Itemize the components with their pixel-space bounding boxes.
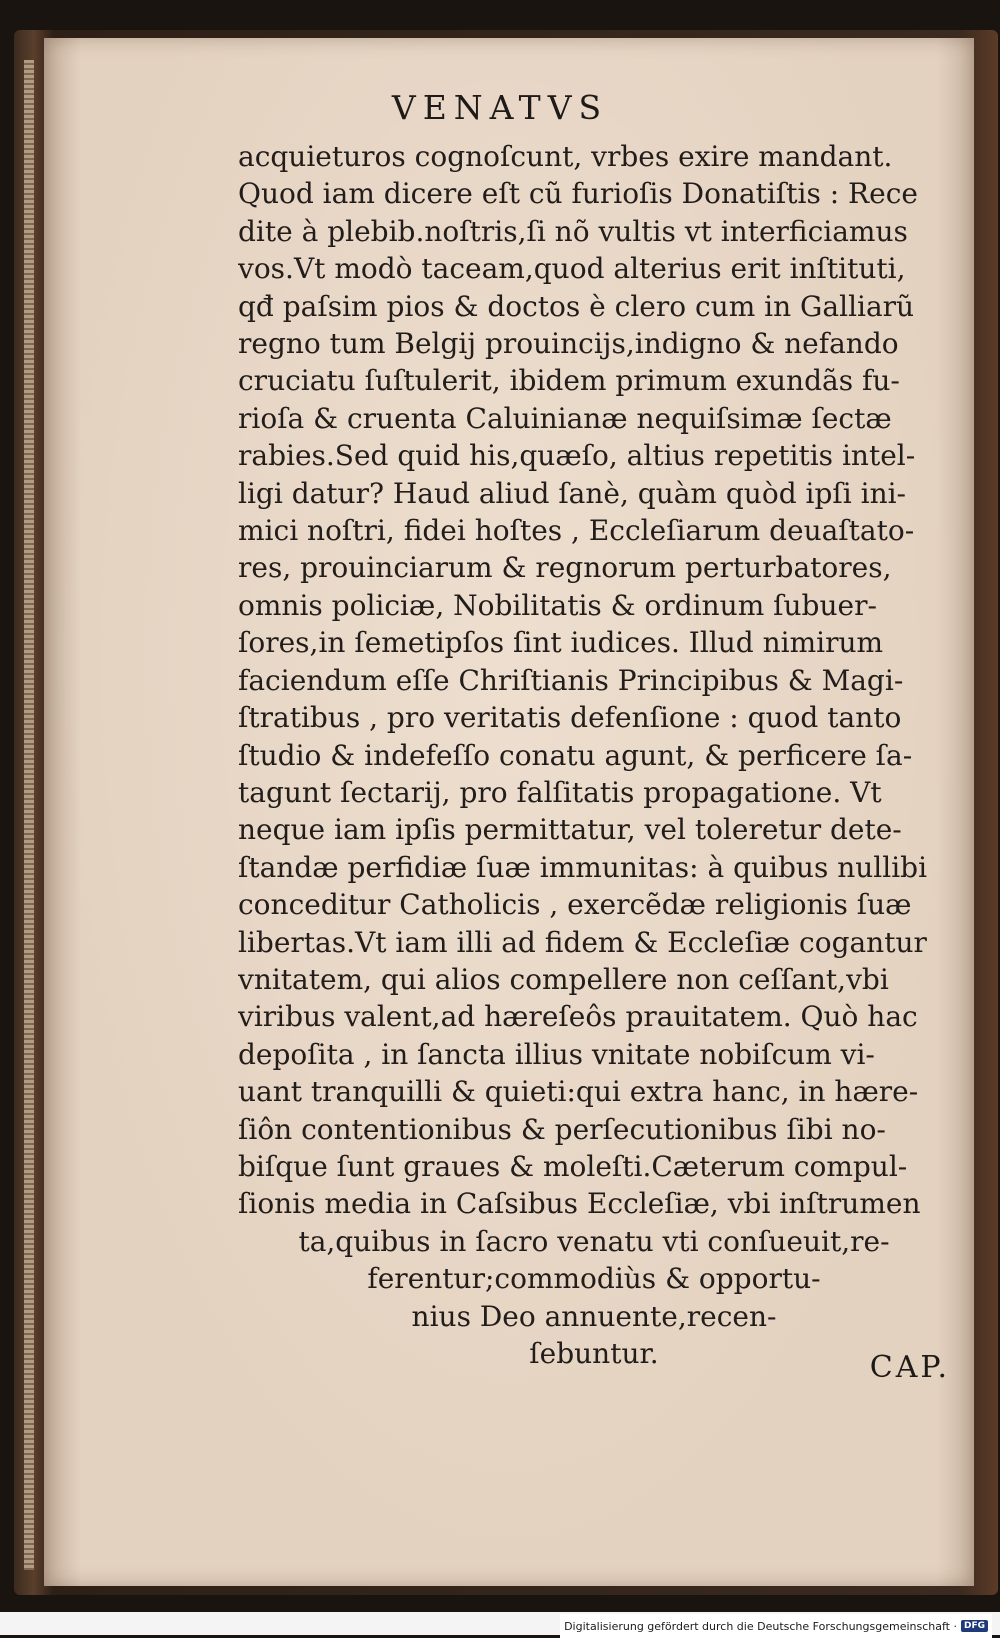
- page-fore-edge: [24, 60, 34, 1570]
- text-line: libertas.Vt iam illi ad fidem & Eccleſiæ cogantur: [238, 925, 927, 959]
- text-line: tagunt ſectarij, pro falſitatis propagatione. Vt: [238, 775, 882, 809]
- text-line: qđ paſsim pios & doctos è clero cum in Galliarũ: [238, 289, 915, 323]
- text-line: ſiôn contentionibus & perſecutionibus ſibi no-: [238, 1112, 886, 1146]
- catchword: CAP.: [869, 1350, 950, 1385]
- text-line: dite à plebib.noſtris,ſi nõ vultis vt interficiamus: [238, 214, 908, 248]
- text-line: res, prouinciarum & regnorum perturbatores,: [238, 551, 892, 585]
- dfg-logo: DFG: [961, 1620, 988, 1632]
- text-line: faciendum eſſe Chriſtianis Principibus & Magi-: [238, 663, 904, 697]
- text-line: acquieturos cognoſcunt, vrbes exire mandant.: [238, 140, 893, 173]
- text-line: cruciatu ſuſtulerit, ibidem primum exundãs fu-: [238, 364, 900, 398]
- text-line: regno tum Belgij prouincijs,indigno & nefando: [238, 327, 899, 361]
- footer-text: Digitalisierung gefördert durch die Deutsche Forschungsgemeinschaft ·: [564, 1619, 957, 1633]
- text-block: [238, 138, 950, 1372]
- text-line: neque iam ipſis permittatur, vel toleretur dete-: [238, 813, 902, 847]
- closing-line: ta,quibus in ſacro venatu vti conſueuit,re-: [298, 1224, 890, 1258]
- text-line: viribus valent,ad hæreſeôs prauitatem. Quò hac: [238, 1000, 918, 1034]
- text-line: ſionis media in Caſsibus Eccleſiæ, vbi inſtrumen: [238, 1187, 921, 1221]
- text-line: ſtratibus , pro veritatis defenſione : quod tanto: [238, 701, 902, 735]
- text-line: depoſita , in ſancta illius vnitate nobiſcum vi-: [238, 1037, 875, 1071]
- footer-credit: [560, 1614, 992, 1638]
- text-line: biſque ſunt graues & moleſti.Cæterum compul-: [238, 1149, 908, 1183]
- closing-line: nius Deo annuente,recen-: [411, 1299, 777, 1333]
- closing-line: ferentur;commodiùs & opportu-: [367, 1262, 821, 1296]
- text-line: ligi datur? Haud aliud ſanè, quàm quòd ipſi ini-: [238, 476, 907, 510]
- text-line: mici noſtri, fidei hoſtes , Eccleſiarum deuaſtato-: [238, 514, 915, 548]
- text-line: ſores,in ſemetipſos ſint iudices. Illud nimirum: [238, 626, 884, 660]
- text-line: ſtudio & indefeſſo conatu agunt, & perficere ſa-: [238, 738, 913, 772]
- text-line: rioſa & cruenta Caluinianæ nequiſsimæ ſectæ: [238, 401, 892, 435]
- text-line: vos.Vt modò taceam,quod alterius erit inſtituti,: [238, 252, 906, 286]
- text-line: omnis policiæ, Nobilitatis & ordinum ſubuer-: [238, 588, 877, 622]
- text-line: vnitatem, qui alios compellere non ceſſant,vbi: [238, 962, 889, 996]
- running-head: VENATVS: [391, 88, 609, 127]
- closing-line: ſebuntur.: [529, 1337, 659, 1370]
- text-line: Quod iam dicere eſt cũ furioſis Donatiſtis : Rece: [238, 177, 918, 211]
- text-line: conceditur Catholicis , exercẽdæ religionis ſuæ: [238, 888, 912, 922]
- text-line: ſtandæ perfidiæ ſuæ immunitas: à quibus nullibi: [238, 850, 928, 884]
- text-line: rabies.Sed quid his,quæſo, altius repetitis intel-: [238, 439, 916, 473]
- text-line: uant tranquilli & quieti:qui extra hanc, in hære-: [238, 1075, 919, 1109]
